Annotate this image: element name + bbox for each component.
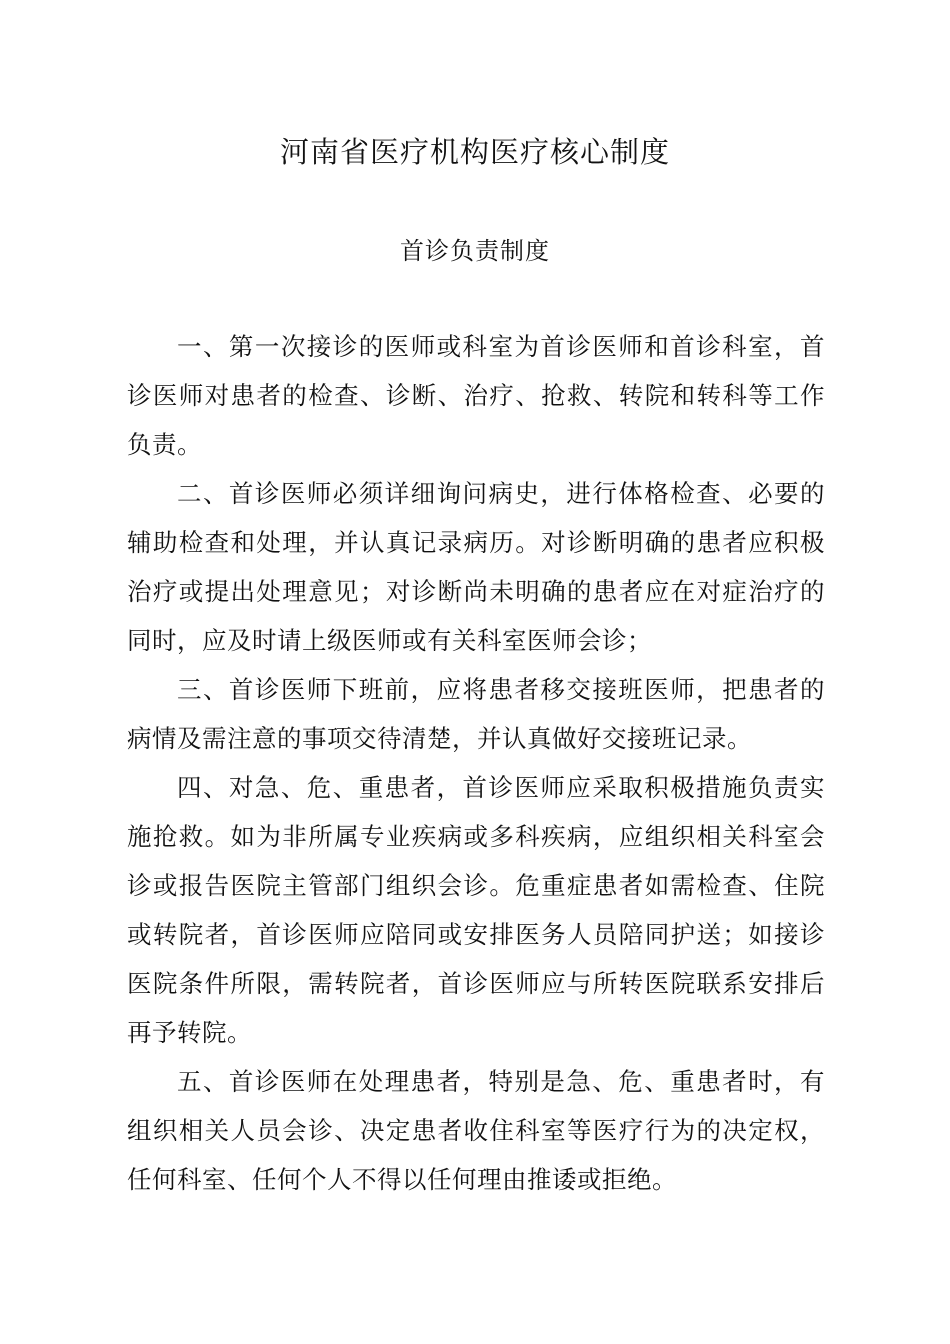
- paragraph-5: 五、首诊医师在处理患者，特别是急、危、重患者时，有组织相关人员会诊、决定患者收住科室等医疗行为的决定权，任何科室、任何个人不得以任何理由推诿或拒绝。: [127, 1067, 825, 1194]
- section-title: 首诊负责制度: [400, 237, 550, 265]
- document-title: 河南省医疗机构医疗核心制度: [279, 135, 670, 169]
- paragraph-1: 一、第一次接诊的医师或科室为首诊医师和首诊科室，首诊医师对患者的检查、诊断、治疗、抢救、转院和转科等工作负责。: [127, 332, 825, 459]
- paragraph-3: 三、首诊医师下班前，应将患者移交接班医师，把患者的病情及需注意的事项交待清楚，并认真做好交接班记录。: [127, 675, 825, 753]
- paragraph-4: 四、对急、危、重患者，首诊医师应采取积极措施负责实施抢救。如为非所属专业疾病或多科疾病，应组织相关科室会诊或报告医院主管部门组织会诊。危重症患者如需检查、住院或转院者，首诊医师应陪同或安排医务人员陪同护送；如接诊医院条件所限，需转院者，首诊医师应与所转医院联系安排后再予转院。: [127, 773, 825, 1047]
- document-body: [127, 322, 825, 1204]
- paragraph-2: 二、首诊医师必须详细询问病史，进行体格检查、必要的辅助检查和处理，并认真记录病历。对诊断明确的患者应积极治疗或提出处理意见；对诊断尚未明确的患者应在对症治疗的同时，应及时请上级医师或有关科室医师会诊；: [127, 479, 825, 655]
